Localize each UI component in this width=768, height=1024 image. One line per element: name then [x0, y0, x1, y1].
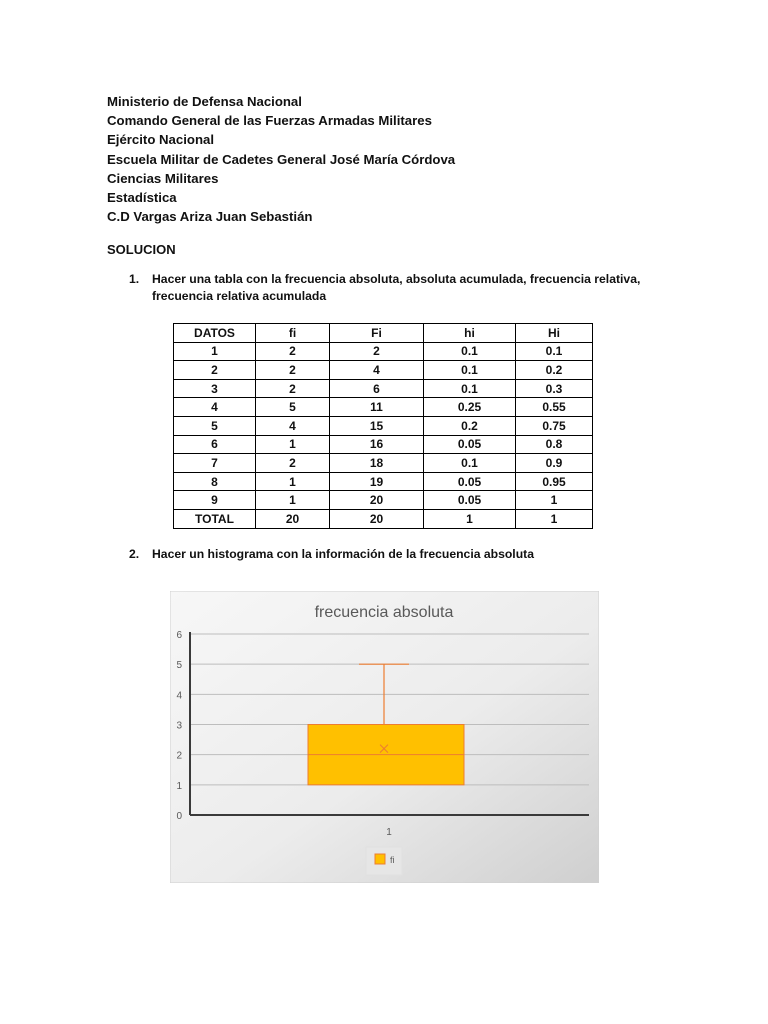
table-cell: 1	[256, 491, 330, 510]
table-cell: 7	[174, 454, 256, 473]
table-header-row	[174, 324, 593, 343]
table-row	[174, 509, 593, 528]
table-cell: 1	[516, 509, 593, 528]
header-line: Estadística	[107, 190, 177, 206]
table-cell: 0.05	[424, 491, 516, 510]
y-tick-label: 3	[176, 720, 182, 732]
y-tick-label: 4	[176, 690, 182, 702]
table-row	[174, 416, 593, 435]
table-cell: 0.05	[424, 472, 516, 491]
legend-label: fi	[390, 855, 395, 865]
table-cell: TOTAL	[174, 509, 256, 528]
table-cell: 0.1	[516, 342, 593, 361]
table-row	[174, 472, 593, 491]
table-cell: 2	[256, 361, 330, 380]
frequency-table	[173, 323, 593, 529]
header-line: Ejército Nacional	[107, 132, 215, 148]
table-cell: 0.8	[516, 435, 593, 454]
header-line: Ministerio de Defensa Nacional	[107, 94, 302, 109]
table-cell: 1	[256, 472, 330, 491]
table-cell: 19	[330, 472, 424, 491]
table-row	[174, 454, 593, 473]
y-tick-label: 6	[176, 630, 182, 641]
table-cell: 0.95	[516, 472, 593, 491]
table-row	[174, 491, 593, 510]
table-cell: 18	[330, 454, 424, 473]
table-cell: 1	[256, 435, 330, 454]
table-cell: 20	[330, 491, 424, 510]
chart-svg	[170, 591, 599, 883]
column-header: hi	[424, 324, 516, 343]
table-cell: 20	[330, 509, 424, 528]
table-cell: 11	[330, 398, 424, 417]
table-cell: 4	[174, 398, 256, 417]
table-cell: 0.1	[424, 454, 516, 473]
table-cell: 0.1	[424, 379, 516, 398]
table-cell: 6	[330, 379, 424, 398]
table-cell: 2	[256, 379, 330, 398]
table-cell: 0.55	[516, 398, 593, 417]
table-cell: 0.2	[516, 361, 593, 380]
list-item	[129, 546, 649, 563]
table-cell: 0.2	[424, 416, 516, 435]
table-row	[174, 435, 593, 454]
table-cell: 0.3	[516, 379, 593, 398]
table-cell: 9	[174, 491, 256, 510]
table-cell: 0.1	[424, 342, 516, 361]
table-cell: 0.1	[424, 361, 516, 380]
header-line: C.D Vargas Ariza Juan Sebastián	[107, 209, 313, 225]
x-category-label: 1	[386, 827, 392, 838]
table-cell: 20	[256, 509, 330, 528]
table-cell: 0.05	[424, 435, 516, 454]
table-cell: 5	[256, 398, 330, 417]
list-item-text: Hacer una tabla con la frecuencia absoluta, absoluta acumulada, frecuencia relativa, frecuencia relativa acumulada	[152, 272, 641, 303]
table-cell: 8	[174, 472, 256, 491]
table-cell: 3	[174, 379, 256, 398]
y-tick-label: 5	[176, 660, 182, 672]
y-tick-label: 0	[176, 811, 182, 822]
table-cell: 2	[256, 454, 330, 473]
table-row	[174, 379, 593, 398]
table-cell: 5	[174, 416, 256, 435]
list-item-text: Hacer un histograma con la información de la frecuencia absoluta	[152, 547, 534, 561]
table-body	[174, 342, 593, 528]
column-header: Hi	[516, 324, 593, 343]
table-cell: 4	[256, 416, 330, 435]
header-line: Comando General de las Fuerzas Armadas Militares	[107, 113, 432, 129]
table-cell: 0.25	[424, 398, 516, 417]
table-cell: 1	[174, 342, 256, 361]
table-cell: 1	[424, 509, 516, 528]
box-chart	[170, 591, 599, 883]
column-header: fi	[256, 324, 330, 343]
table-cell: 6	[174, 435, 256, 454]
list-item-number: 2.	[129, 547, 140, 561]
table-cell: 2	[256, 342, 330, 361]
table-row	[174, 398, 593, 417]
legend-swatch	[375, 854, 385, 864]
table-row	[174, 342, 593, 361]
list-item	[129, 271, 649, 305]
table-cell: 16	[330, 435, 424, 454]
column-header: DATOS	[174, 324, 256, 343]
header-line: Escuela Militar de Cadetes General José María Córdova	[107, 151, 456, 167]
y-tick-label: 1	[176, 780, 182, 792]
table-cell: 2	[330, 342, 424, 361]
table-cell: 1	[516, 491, 593, 510]
table-cell: 0.75	[516, 416, 593, 435]
column-header: Fi	[330, 324, 424, 343]
list-item-number: 1.	[129, 272, 140, 286]
chart-title: frecuencia absoluta	[314, 604, 454, 621]
section-title: SOLUCION	[107, 242, 176, 257]
y-tick-label: 2	[176, 750, 182, 762]
table-cell: 0.9	[516, 454, 593, 473]
header-line: Ciencias Militares	[107, 170, 219, 186]
table-cell: 2	[174, 361, 256, 380]
table-cell: 15	[330, 416, 424, 435]
table-cell: 4	[330, 361, 424, 380]
document-header	[107, 92, 455, 226]
table-row	[174, 361, 593, 380]
